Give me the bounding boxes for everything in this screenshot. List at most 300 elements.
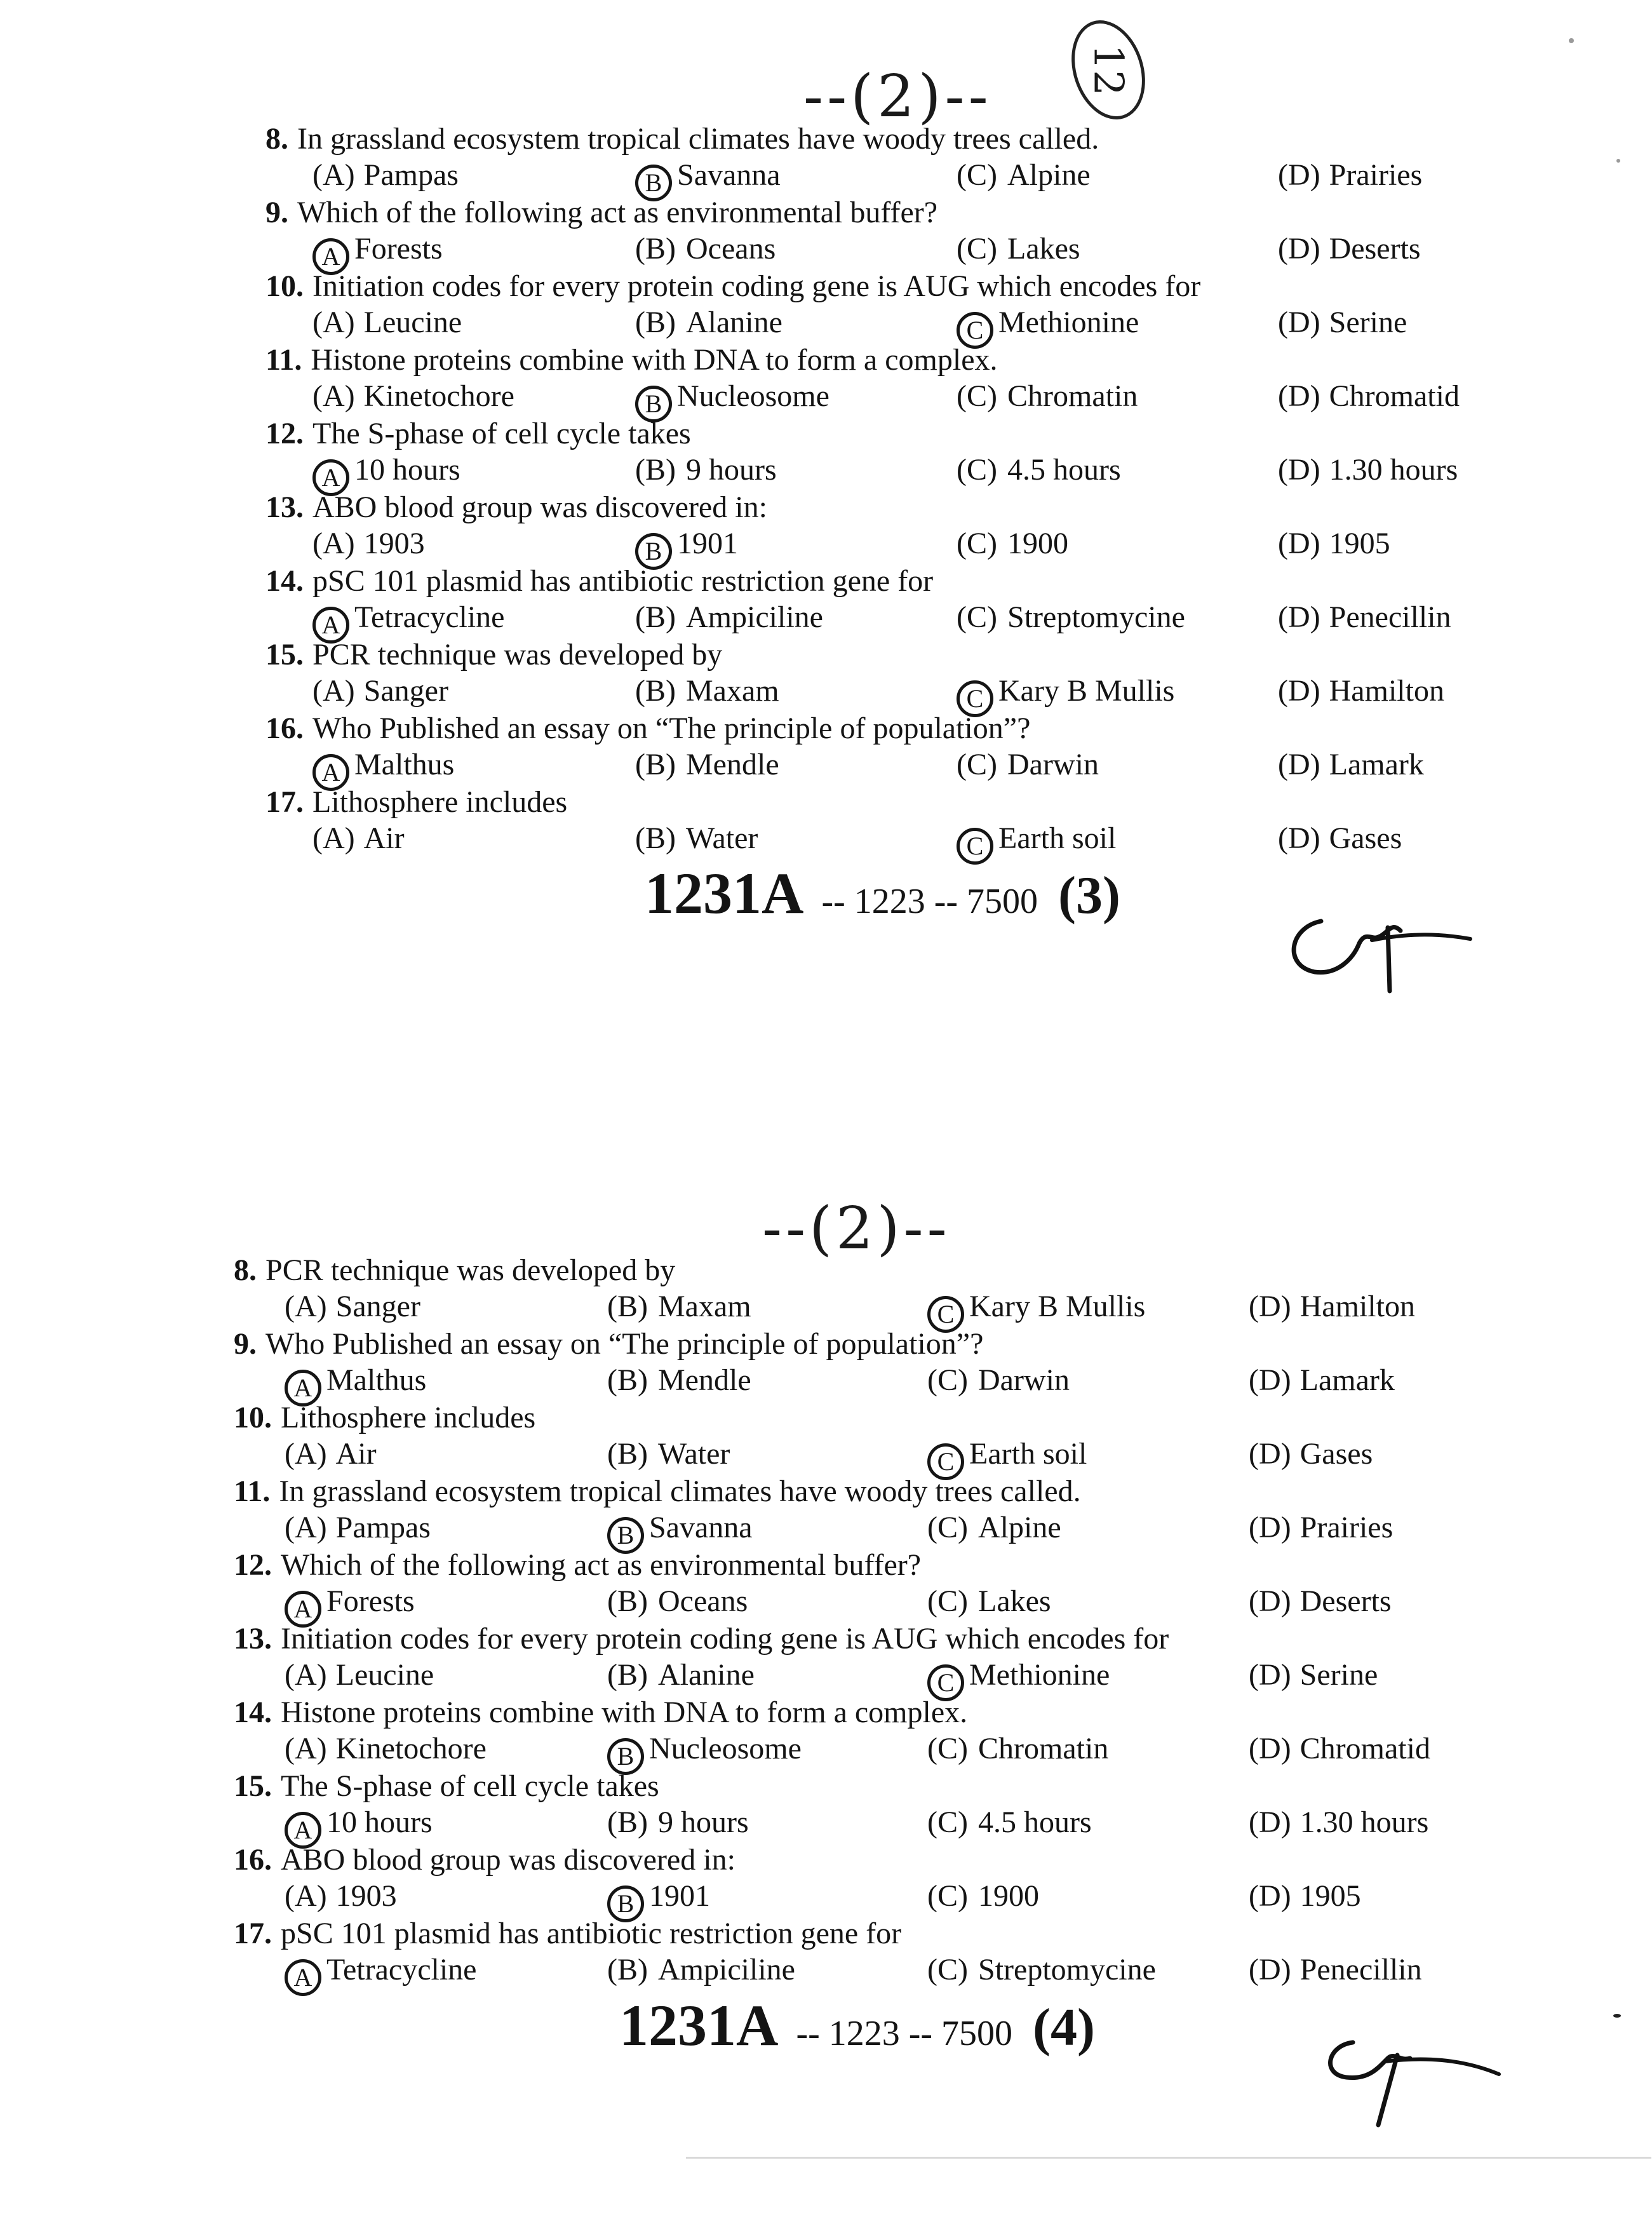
question-number: 17. <box>234 1917 272 1950</box>
answer-option <box>927 1955 1156 1985</box>
answer-option <box>607 1586 748 1617</box>
option-text: Maxam <box>658 1290 751 1323</box>
answer-option <box>927 1807 1092 1838</box>
question-number: 12. <box>265 417 304 450</box>
scan-edge-line <box>686 2157 1651 2159</box>
option-letter: (A) <box>285 1658 327 1692</box>
answer-option <box>312 381 514 412</box>
answer-option <box>1249 1807 1428 1838</box>
question-stem <box>265 198 937 228</box>
answer-option <box>957 750 1099 780</box>
option-text: Chromatin <box>1007 379 1138 413</box>
option-text: Ampiciline <box>686 600 823 634</box>
answer-option <box>1278 676 1444 706</box>
answer-option <box>285 1660 434 1690</box>
option-text: Penecillin <box>1329 600 1451 634</box>
option-text: Nucleosome <box>649 1732 802 1765</box>
question-number: 17. <box>265 785 304 819</box>
answer-option <box>957 455 1121 485</box>
handwritten-page-label-bottom: --(2)-- <box>762 1194 951 1262</box>
answer-option <box>607 1292 751 1322</box>
option-text: 1901 <box>649 1879 710 1913</box>
option-text: Gases <box>1299 1437 1373 1471</box>
option-text: Leucine <box>335 1658 434 1692</box>
circled-answer-letter: B <box>635 533 672 570</box>
option-letter: (D) <box>1278 600 1320 634</box>
option-text: Gases <box>1329 821 1402 855</box>
option-text: Malthus <box>354 748 455 781</box>
answer-option <box>635 823 758 854</box>
answer-option <box>1249 1292 1415 1322</box>
option-text: Tetracycline <box>354 600 505 634</box>
answer-option <box>635 750 779 780</box>
option-letter: (D) <box>1278 453 1320 487</box>
answer-option <box>1278 160 1422 191</box>
answer-option <box>927 1881 1039 1912</box>
footer-code: 1231A <box>619 1993 779 2058</box>
option-text: Water <box>686 821 758 855</box>
scan-speck <box>1616 159 1620 163</box>
option-text: Alanine <box>686 306 782 339</box>
answer-option <box>1249 1660 1378 1690</box>
option-letter: (D) <box>1278 674 1320 708</box>
question-text: Lithosphere includes <box>281 1401 536 1434</box>
answer-option <box>285 1439 377 1469</box>
question-number: 14. <box>234 1696 272 1729</box>
option-text: Deserts <box>1329 232 1421 266</box>
answer-option <box>635 676 779 706</box>
answer-option <box>1278 234 1421 264</box>
option-letter: (C) <box>927 1584 968 1618</box>
question-number: 10. <box>234 1401 272 1434</box>
question-number: 8. <box>234 1253 257 1287</box>
option-letter: (D) <box>1249 1363 1291 1397</box>
option-letter: (C) <box>927 1879 968 1913</box>
question-stem <box>265 713 1030 744</box>
circled-answer-letter: A <box>285 1959 321 1996</box>
question-text: ABO blood group was discovered in: <box>312 490 767 524</box>
question-stem <box>234 1697 967 1728</box>
option-letter: (B) <box>635 306 676 339</box>
option-text: Oceans <box>658 1584 748 1618</box>
option-text: Alpine <box>978 1511 1061 1544</box>
option-letter: (B) <box>607 1437 648 1471</box>
question-text: ABO blood group was discovered in: <box>281 1843 735 1877</box>
option-text: 1901 <box>677 527 738 560</box>
option-letter: (A) <box>285 1511 327 1544</box>
question-text: Histone proteins combine with DNA to form a complex. <box>311 343 998 377</box>
question-stem <box>234 1624 1169 1654</box>
footer-bottom <box>619 1993 1095 2058</box>
question-number: 14. <box>265 564 304 598</box>
option-text: Kary B Mullis <box>969 1290 1146 1323</box>
question-stem <box>234 1845 735 1875</box>
question-number: 10. <box>265 269 304 303</box>
option-letter: (A) <box>312 821 355 855</box>
option-letter: (A) <box>285 1732 327 1765</box>
option-text: 4.5 hours <box>1007 453 1121 487</box>
option-text: 1903 <box>363 527 425 560</box>
option-letter: (C) <box>957 600 997 634</box>
option-letter: (A) <box>285 1437 327 1471</box>
answer-option <box>927 1586 1051 1617</box>
option-letter: (D) <box>1249 1953 1291 1987</box>
question-stem <box>265 640 722 670</box>
option-letter: (C) <box>957 453 997 487</box>
option-text: Lamark <box>1299 1363 1395 1397</box>
answer-option <box>635 307 782 338</box>
option-letter: (B) <box>635 600 676 634</box>
circled-answer-letter: A <box>312 607 349 644</box>
question-text: In grassland ecosystem tropical climates have woody trees called. <box>297 122 1099 156</box>
circled-answer-letter: A <box>312 459 349 496</box>
option-text: Methionine <box>998 306 1139 339</box>
option-text: 1905 <box>1299 1879 1361 1913</box>
footer-code: 1231A <box>645 861 804 926</box>
question-stem <box>234 1771 659 1802</box>
option-letter: (A) <box>312 306 355 339</box>
option-letter: (B) <box>607 1805 648 1839</box>
option-text: 9 hours <box>658 1805 749 1839</box>
option-letter: (D) <box>1278 527 1320 560</box>
question-number: 15. <box>234 1769 272 1803</box>
question-text: Who Published an essay on “The principle of population”? <box>312 712 1031 745</box>
question-text: The S-phase of cell cycle takes <box>312 417 691 450</box>
circled-answer-letter: B <box>635 386 672 422</box>
question-number: 9. <box>234 1327 257 1361</box>
option-text: Savanna <box>649 1511 753 1544</box>
option-text: Kinetochore <box>335 1732 487 1765</box>
option-text: 1903 <box>335 1879 397 1913</box>
option-letter: (C) <box>957 379 997 413</box>
option-letter: (B) <box>607 1363 648 1397</box>
option-letter: (C) <box>957 158 997 192</box>
option-text: Forests <box>354 232 443 266</box>
option-text: Lakes <box>1007 232 1080 266</box>
option-letter: (A) <box>312 674 355 708</box>
option-text: Sanger <box>335 1290 420 1323</box>
footer-serial: -- 1223 -- 7500 <box>796 2014 1013 2053</box>
option-text: Alpine <box>1007 158 1091 192</box>
option-text: Earth soil <box>969 1437 1087 1471</box>
option-text: Chromatid <box>1329 379 1460 413</box>
footer-page-number: (3) <box>1058 866 1120 925</box>
option-letter: (C) <box>927 1363 968 1397</box>
answer-option <box>1249 1734 1430 1764</box>
answer-option <box>285 1513 431 1543</box>
option-text: Kary B Mullis <box>998 674 1175 708</box>
circled-answer-letter: B <box>607 1517 644 1554</box>
question-text: PCR technique was developed by <box>312 638 723 671</box>
question-stem <box>265 787 567 818</box>
option-text: Mendle <box>658 1363 751 1397</box>
option-text: 10 hours <box>326 1805 433 1839</box>
answer-option <box>957 529 1068 559</box>
option-text: 1905 <box>1329 527 1390 560</box>
option-text: Lakes <box>978 1584 1051 1618</box>
handwritten-page-label-top: --(2)-- <box>803 62 992 130</box>
question-stem <box>234 1919 901 1949</box>
answer-option <box>285 1734 487 1764</box>
option-text: Pampas <box>363 158 459 192</box>
option-text: Prairies <box>1299 1511 1393 1544</box>
question-stem <box>234 1329 983 1359</box>
option-text: Savanna <box>677 158 781 192</box>
signature-bottom <box>1308 2014 1512 2141</box>
question-stem <box>234 1403 535 1433</box>
option-text: Methionine <box>969 1658 1110 1692</box>
question-stem <box>265 419 691 449</box>
option-text: Serine <box>1299 1658 1378 1692</box>
circled-answer-letter: A <box>285 1591 321 1628</box>
signature-top <box>1277 883 1486 1010</box>
option-letter: (D) <box>1249 1732 1291 1765</box>
option-letter: (D) <box>1249 1879 1291 1913</box>
handwritten-circled-mark <box>1059 11 1157 129</box>
answer-option <box>312 307 462 338</box>
answer-option <box>927 1734 1108 1764</box>
option-letter: (B) <box>635 821 676 855</box>
answer-option <box>1278 750 1424 780</box>
option-letter: (D) <box>1249 1290 1291 1323</box>
answer-option <box>285 1292 420 1322</box>
question-stem <box>234 1550 921 1581</box>
question-text: Initiation codes for every protein coding gene is AUG which encodes for <box>312 269 1201 303</box>
question-stem <box>265 345 998 375</box>
option-text: Hamilton <box>1329 674 1444 708</box>
answer-option <box>312 823 405 854</box>
answer-option <box>1249 1365 1395 1396</box>
option-text: Air <box>335 1437 377 1471</box>
option-letter: (D) <box>1278 379 1320 413</box>
option-letter: (A) <box>312 158 355 192</box>
option-letter: (D) <box>1278 748 1320 781</box>
option-text: 1900 <box>1007 527 1068 560</box>
option-text: Nucleosome <box>677 379 829 413</box>
scan-speck <box>1613 2014 1621 2018</box>
option-letter: (C) <box>927 1953 968 1987</box>
option-text: Maxam <box>686 674 779 708</box>
option-text: 4.5 hours <box>978 1805 1092 1839</box>
option-letter: (D) <box>1249 1805 1291 1839</box>
answer-option <box>635 602 823 633</box>
option-text: Mendle <box>686 748 779 781</box>
circled-answer-letter: C <box>957 828 993 865</box>
question-text: Which of the following act as environmental buffer? <box>297 196 938 229</box>
option-text: Earth soil <box>998 821 1117 855</box>
option-letter: (B) <box>607 1953 648 1987</box>
circled-answer-letter: C <box>927 1296 964 1333</box>
answer-option <box>635 234 776 264</box>
option-letter: (C) <box>927 1732 968 1765</box>
option-text: Ampiciline <box>658 1953 795 1987</box>
answer-option <box>957 234 1080 264</box>
option-letter: (D) <box>1278 232 1320 266</box>
question-stem <box>265 492 767 523</box>
answer-option-selected <box>285 1955 476 1996</box>
footer-serial: -- 1223 -- 7500 <box>821 882 1038 921</box>
answer-option <box>1278 381 1460 412</box>
answer-option <box>1278 455 1458 485</box>
option-letter: (B) <box>607 1584 648 1618</box>
question-number: 16. <box>234 1843 272 1877</box>
circled-mark-text: 12 <box>1085 44 1132 96</box>
option-letter: (C) <box>957 527 997 560</box>
circled-answer-letter: C <box>957 312 993 349</box>
answer-option <box>957 602 1185 633</box>
option-letter: (B) <box>635 748 676 781</box>
question-text: Lithosphere includes <box>312 785 568 819</box>
question-text: Which of the following act as environmental buffer? <box>281 1548 922 1582</box>
footer-top <box>645 861 1120 926</box>
footer-page-number: (4) <box>1033 1998 1095 2057</box>
question-number: 11. <box>265 343 302 377</box>
answer-option <box>927 1365 1070 1396</box>
option-text: Alanine <box>658 1658 755 1692</box>
option-letter: (A) <box>312 379 355 413</box>
option-letter: (A) <box>285 1290 327 1323</box>
answer-option <box>607 1660 755 1690</box>
option-text: 1.30 hours <box>1299 1805 1429 1839</box>
option-text: Serine <box>1329 306 1407 339</box>
option-text: Darwin <box>978 1363 1070 1397</box>
question-text: PCR technique was developed by <box>265 1253 676 1287</box>
option-letter: (D) <box>1249 1584 1291 1618</box>
option-letter: (B) <box>607 1658 648 1692</box>
question-stem <box>234 1255 675 1286</box>
answer-option <box>1249 1586 1392 1617</box>
circled-answer-letter: C <box>927 1664 964 1701</box>
option-letter: (C) <box>957 232 997 266</box>
circled-answer-letter: A <box>312 754 349 791</box>
option-text: Forests <box>326 1584 415 1618</box>
circled-answer-letter: A <box>285 1812 321 1849</box>
option-text: 1900 <box>978 1879 1039 1913</box>
circled-answer-letter: B <box>607 1885 644 1922</box>
option-text: Kinetochore <box>363 379 514 413</box>
answer-option <box>957 160 1091 191</box>
question-stem <box>265 124 1099 154</box>
answer-option <box>1249 1513 1393 1543</box>
question-number: 11. <box>234 1474 271 1508</box>
option-text: Prairies <box>1329 158 1423 192</box>
option-text: Malthus <box>326 1363 427 1397</box>
circled-answer-letter: A <box>312 238 349 275</box>
option-text: Sanger <box>363 674 448 708</box>
option-text: Streptomycine <box>1007 600 1185 634</box>
answer-option <box>1278 529 1390 559</box>
option-letter: (D) <box>1278 158 1320 192</box>
question-stem <box>265 566 933 597</box>
question-text: Who Published an essay on “The principle of population”? <box>265 1327 984 1361</box>
option-letter: (A) <box>285 1879 327 1913</box>
answer-option <box>1249 1955 1422 1985</box>
option-text: Water <box>658 1437 730 1471</box>
answer-option <box>607 1365 751 1396</box>
option-text: Lamark <box>1329 748 1424 781</box>
option-letter: (C) <box>927 1805 968 1839</box>
answer-option <box>1278 307 1407 338</box>
question-number: 8. <box>265 122 288 156</box>
question-stem <box>265 271 1200 302</box>
option-text: Chromatin <box>978 1732 1109 1765</box>
option-text: Streptomycine <box>978 1953 1156 1987</box>
circled-answer-letter: B <box>635 165 672 201</box>
option-letter: (D) <box>1278 306 1320 339</box>
option-letter: (D) <box>1249 1511 1291 1544</box>
answer-option <box>957 381 1138 412</box>
answer-option <box>312 676 448 706</box>
circled-answer-letter: B <box>607 1738 644 1775</box>
option-letter: (B) <box>607 1290 648 1323</box>
option-letter: (C) <box>927 1511 968 1544</box>
option-text: 10 hours <box>354 453 460 487</box>
question-text: pSC 101 plasmid has antibiotic restriction gene for <box>312 564 934 598</box>
option-text: Penecillin <box>1299 1953 1422 1987</box>
question-number: 13. <box>234 1622 272 1656</box>
circled-answer-letter: C <box>927 1443 964 1480</box>
answer-option <box>312 160 459 191</box>
option-text: Tetracycline <box>326 1953 477 1987</box>
option-text: Air <box>363 821 405 855</box>
option-letter: (D) <box>1249 1437 1291 1471</box>
question-text: Initiation codes for every protein coding gene is AUG which encodes for <box>281 1622 1169 1656</box>
question-number: 9. <box>265 196 288 229</box>
answer-option-selected <box>957 823 1116 865</box>
question-number: 13. <box>265 490 304 524</box>
question-number: 15. <box>265 638 304 671</box>
circled-answer-letter: A <box>285 1370 321 1406</box>
question-stem <box>234 1476 1081 1507</box>
option-letter: (B) <box>635 674 676 708</box>
option-letter: (C) <box>957 748 997 781</box>
answer-option <box>1249 1881 1361 1912</box>
option-text: Darwin <box>1007 748 1099 781</box>
option-text: Chromatid <box>1299 1732 1430 1765</box>
question-number: 12. <box>234 1548 272 1582</box>
answer-option <box>312 529 425 559</box>
question-text: Histone proteins combine with DNA to form a complex. <box>281 1696 968 1729</box>
answer-option <box>1278 823 1402 854</box>
option-letter: (B) <box>635 232 676 266</box>
answer-option <box>1278 602 1451 633</box>
answer-option <box>607 1955 795 1985</box>
scan-speck <box>1569 38 1574 43</box>
option-text: Leucine <box>363 306 462 339</box>
answer-option <box>607 1439 730 1469</box>
answer-option <box>927 1513 1061 1543</box>
option-text: Pampas <box>335 1511 431 1544</box>
option-text: Hamilton <box>1299 1290 1415 1323</box>
option-letter: (D) <box>1249 1658 1291 1692</box>
option-text: 9 hours <box>686 453 777 487</box>
option-letter: (B) <box>635 453 676 487</box>
option-letter: (D) <box>1278 821 1320 855</box>
option-text: Oceans <box>686 232 776 266</box>
question-text: In grassland ecosystem tropical climates have woody trees called. <box>279 1474 1081 1508</box>
option-letter: (A) <box>312 527 355 560</box>
question-text: The S-phase of cell cycle takes <box>281 1769 659 1803</box>
answer-option <box>607 1807 749 1838</box>
answer-option <box>1249 1439 1373 1469</box>
question-number: 16. <box>265 712 304 745</box>
answer-option <box>285 1881 397 1912</box>
question-text: pSC 101 plasmid has antibiotic restriction gene for <box>281 1917 902 1950</box>
option-text: 1.30 hours <box>1329 453 1458 487</box>
answer-option <box>635 455 777 485</box>
option-text: Deserts <box>1299 1584 1392 1618</box>
circled-answer-letter: C <box>957 680 993 717</box>
